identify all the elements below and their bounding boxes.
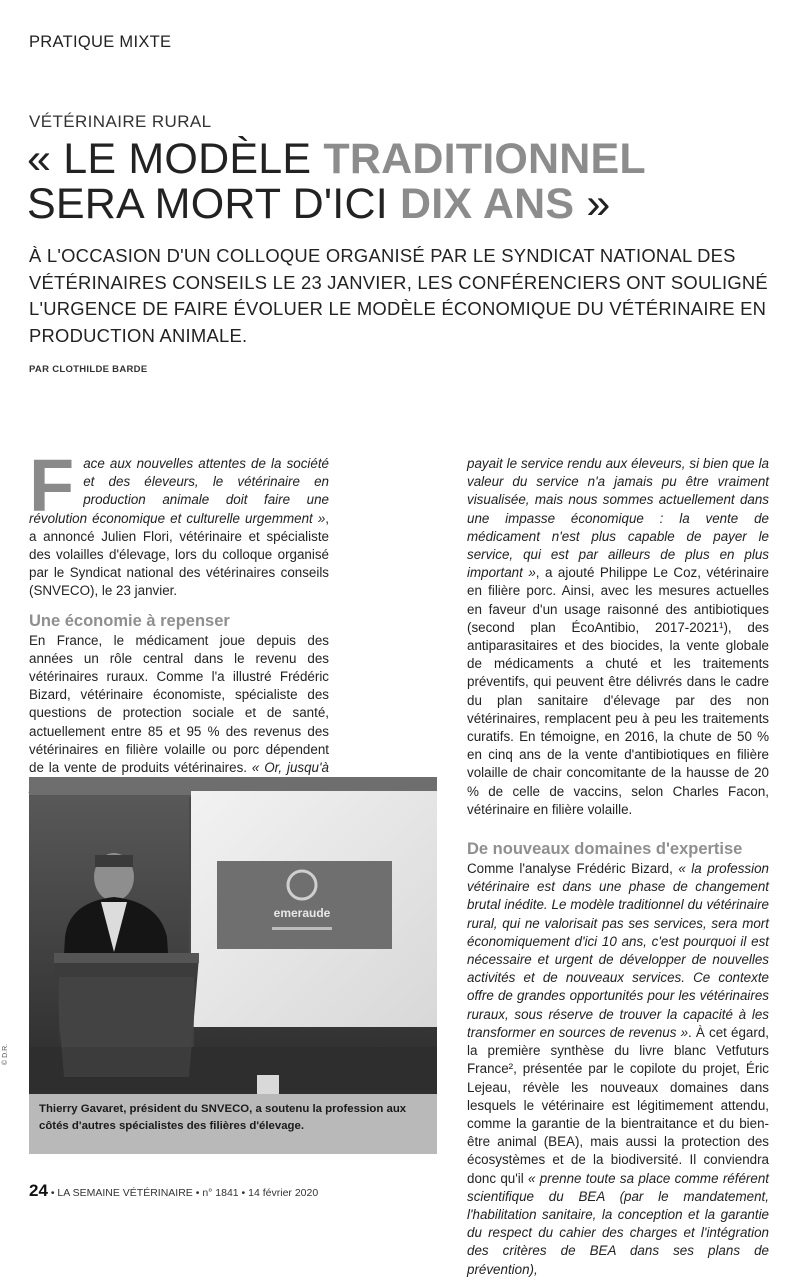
economy-quote: « Or, jusqu'à bbox=[251, 760, 329, 776]
expertise-start: Comme l'analyse Frédéric Bizard, bbox=[467, 861, 679, 877]
subheading-expertise: De nouveaux domaines d'expertise bbox=[467, 840, 743, 859]
photo-credit: © D.R. bbox=[2, 1043, 9, 1065]
drop-cap: F bbox=[29, 444, 75, 527]
section-label: PRATIQUE MIXTE bbox=[29, 33, 172, 51]
title-part2: SERA MORT D'ICI bbox=[27, 180, 401, 228]
footer-info: • LA SEMAINE VÉTÉRINAIRE • n° 1841 • 14 février 2020 bbox=[47, 1187, 319, 1199]
title-part1: « LE MODÈLE bbox=[27, 135, 324, 183]
economy-text: En France, le médicament joue depuis des années un rôle central dans le revenu des vétérinaires ruraux. Comme l'a illustré Frédéric Bizard, vétérinaire économiste, spécialiste des questions de protection sociale et de santé, actuellement entre 85 et 95 % des revenus des vétérinaires en filière volaille ou porc dépendent de la vente de produits vétérinaires. bbox=[29, 632, 329, 776]
title-highlight2: DIX ANS bbox=[400, 180, 575, 228]
photo-caption: Thierry Gavaret, président du SNVECO, a soutenu la profession aux côtés d'autres spécialistes des filières d'élevage. bbox=[39, 1103, 407, 1132]
continued-rest: , a ajouté Philippe Le Coz, vétérinaire en filière porc. Ainsi, avec les mesures actuelles en faveur d'un usage raisonné des antibiotiques (second plan ÉcoAntibio, 2017-2021¹), des antiparasitaires et des biocides, la vente globale de médicaments a chuté et les traitements préventifs, qui peuvent être délivrés dans le cadre du plan sanitaire d'élevage par des non vétérinaires, remplacent peu à peu les traitements curatifs. En témoigne, en 2016, la chute de 50 % en cinq ans de la vente d'antibiotiques en filière volaille de chair concomitante de la hausse de 20 % de celle de vaccins, selon Charles Facon, vétérinaire en filière volaille. bbox=[467, 565, 769, 817]
intro-quote: ace aux nouvelles attentes de la société et des éleveurs, le vétérinaire en production animale doit faire une révolution économique et culturelle urgemment » bbox=[29, 456, 329, 526]
paragraph-intro bbox=[29, 444, 329, 601]
expertise-quote: « la profession vétérinaire est dans une phase de changement brutal inédite. Le modèle traditionnel du vétérinaire rural, qui ne valorisait pas ses services, sera mort économiquement d'ici 10 ans, c'est pourquoi il est nécessaire et urgent de développer de nouvelles activités et de nouveaux services. Ce contexte offre de grandes opportunités pour les vétérinaires ruraux, sous réserve de trouver la capacité à les transformer en sources de revenus » bbox=[467, 861, 769, 1040]
expertise-quote2: « prenne toute sa place comme référent scientifique du BEA (par le mandatement, l'habilitation sanitaire, la conception et la garantie du respect du cahier des charges et l'intégration des critères de BEA dans ses plans de prévention), bbox=[467, 1170, 769, 1277]
paragraph-expertise bbox=[467, 860, 769, 1279]
lead-paragraph: À L'OCCASION D'UN COLLOQUE ORGANISÉ PAR LE SYNDICAT NATIONAL DES VÉTÉRINAIRES CONSEILS LE 23 JANVIER, LES CONFÉRENCIERS ONT SOULIGNÉ L'URGENCE DE FAIRE ÉVOLUER LE MODÈLE ÉCONOMIQUE DU VÉTÉRINAIRE EN PRODUCTION ANIMALE. bbox=[29, 245, 768, 346]
conference-photo bbox=[29, 777, 437, 1094]
subheading-economy: Une économie à repenser bbox=[29, 611, 230, 630]
column-right bbox=[467, 455, 769, 1279]
paragraph-economy bbox=[29, 632, 329, 796]
photo-box bbox=[29, 777, 437, 1154]
screen-logo: emeraude bbox=[273, 906, 331, 920]
page-number: 24 bbox=[29, 1181, 48, 1200]
expertise-rest: . À cet égard, la première synthèse du livre blanc Vetfuturs France², présentée par le copilote du projet, Éric Lejeau, révèle les nouveaux domaines dans lesquels le vétérinaire est légitimement attendu, comme la garantie de la bientraitance et du bien-être animal (BEA), mais aussi la protection des écosystèmes et de la biodiversité. Il conviendra donc qu'il bbox=[467, 1024, 769, 1186]
byline: PAR CLOTHILDE BARDE bbox=[29, 364, 148, 375]
title-highlight1: TRADITIONNEL bbox=[323, 135, 646, 183]
footer bbox=[29, 1181, 318, 1201]
article-title bbox=[27, 137, 767, 227]
paragraph-continued bbox=[467, 455, 769, 819]
title-part3: » bbox=[574, 180, 611, 228]
continued-quote: payait le service rendu aux éleveurs, si bien que la valeur du service n'a jamais pu être vraiment visualisée, mais nous sommes actuellement dans une impasse économique : la vente de médicament n'est plus capable de payer le service, qui est par ailleurs de plus en plus important » bbox=[467, 456, 769, 581]
column-left bbox=[29, 444, 329, 795]
kicker: VÉTÉRINAIRE RURAL bbox=[29, 112, 212, 131]
intro-rest: , a annoncé Julien Flori, vétérinaire et spécialiste des volailles d'élevage, lors du colloque organisé par le Syndicat national des vétérinaires conseils (SNVECO), le 23 janvier. bbox=[29, 510, 329, 599]
